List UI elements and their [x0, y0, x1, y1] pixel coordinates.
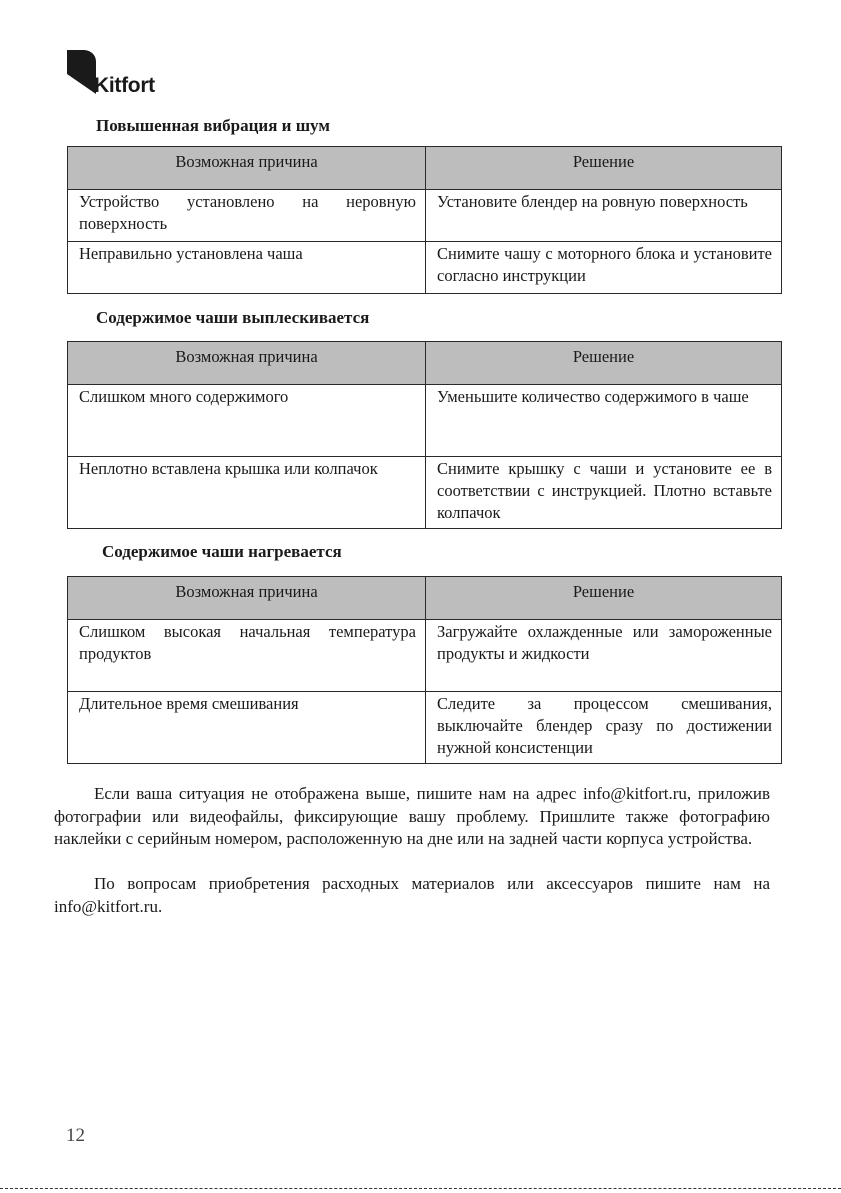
table-row	[68, 692, 782, 764]
troubleshooting-table-vibration	[67, 146, 782, 294]
table-header-row	[68, 577, 782, 620]
section-title-heating: Содержимое чаши нагревается	[102, 542, 342, 561]
kitfort-logo-text: Kitfort	[94, 74, 155, 97]
table-row	[68, 385, 782, 457]
table-row	[68, 620, 782, 692]
solution-cell: Снимите чашу с моторного блока и установите согласно инструкции	[426, 242, 782, 294]
cause-cell: Устройство установлено на неровную поверхность	[68, 190, 426, 242]
section-title-splashing: Содержимое чаши выплескивается	[96, 308, 370, 327]
cause-cell: Неплотно вставлена крышка или колпачок	[68, 457, 426, 529]
header-cause: Возможная причина	[68, 342, 426, 385]
page-number: 12	[66, 1125, 85, 1146]
table-row	[68, 457, 782, 529]
page-bottom-rule	[0, 1188, 841, 1189]
solution-cell: Уменьшите количество содержимого в чаше	[426, 385, 782, 457]
table-row	[68, 190, 782, 242]
solution-cell: Установите блендер на ровную поверхность	[426, 190, 782, 242]
kitfort-logo	[66, 50, 176, 102]
troubleshooting-table-splashing	[67, 341, 782, 529]
contact-paragraph: Если ваша ситуация не отображена выше, пишите нам на адрес info@kitfort.ru, приложив фотографии или видеофайлы, фиксирующие вашу проблему. Пришлите также фотографию наклейки с серийным номером, расположенную на дне или на задней части корпуса устройства.	[54, 784, 770, 848]
header-solution: Решение	[426, 342, 782, 385]
cause-cell: Неправильно установлена чаша	[68, 242, 426, 294]
cause-cell: Слишком много содержимого	[68, 385, 426, 457]
accessories-paragraph: По вопросам приобретения расходных материалов или аксессуаров пишите нам на info@kitfort.ru.	[54, 874, 770, 916]
header-solution: Решение	[426, 147, 782, 190]
solution-cell: Снимите крышку с чаши и установите ее в соответствии с инструкцией. Плотно вставьте колпачок	[426, 457, 782, 529]
header-solution: Решение	[426, 577, 782, 620]
solution-cell: Загружайте охлажденные или замороженные продукты и жидкости	[426, 620, 782, 692]
table-header-row	[68, 342, 782, 385]
troubleshooting-table-heating	[67, 576, 782, 764]
header-cause: Возможная причина	[68, 147, 426, 190]
table-row	[68, 242, 782, 294]
section-title-vibration: Повышенная вибрация и шум	[96, 116, 330, 135]
solution-cell: Следите за процессом смешивания, выключайте блендер сразу по достижении нужной консистенции	[426, 692, 782, 764]
header-cause: Возможная причина	[68, 577, 426, 620]
cause-cell: Слишком высокая начальная температура продуктов	[68, 620, 426, 692]
kitfort-logo-mark-icon	[66, 50, 96, 96]
table-header-row	[68, 147, 782, 190]
cause-cell: Длительное время смешивания	[68, 692, 426, 764]
